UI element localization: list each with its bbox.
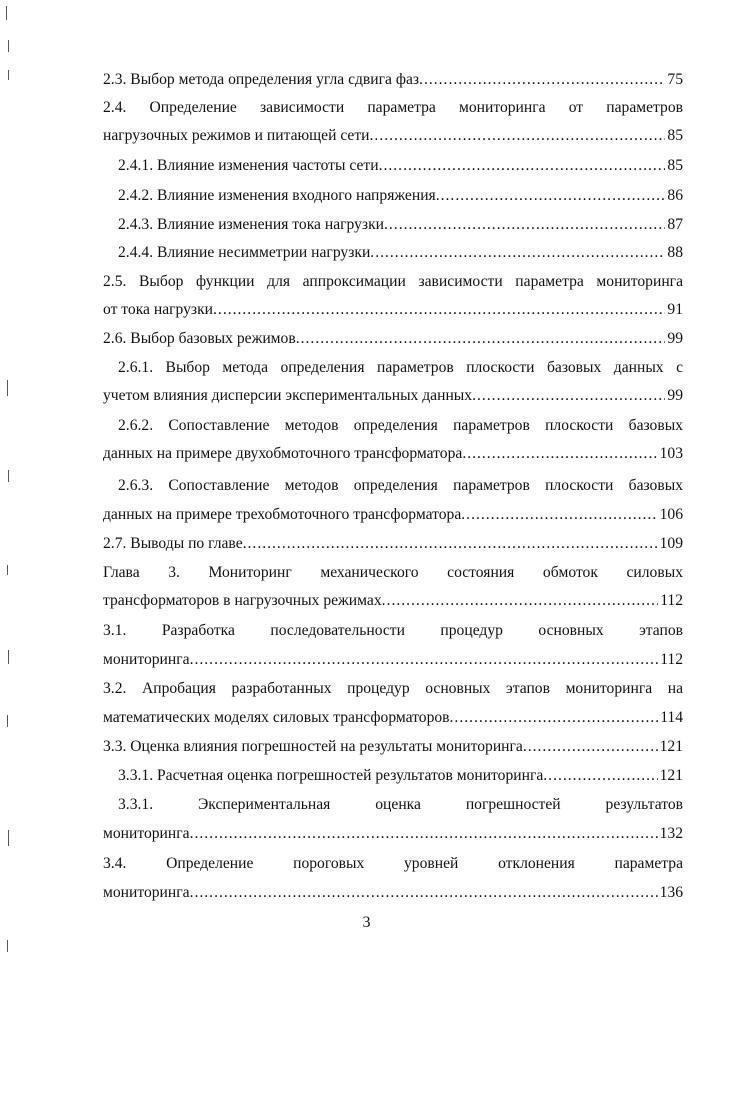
toc-entry-2-5: 2.5. Выбор функции для аппроксимации зависимости параметра мониторинга: [103, 273, 683, 290]
toc-entry-3-2: 3.2. Апробация разработанных процедур основных этапов мониторинга на: [103, 680, 683, 697]
toc-entry-3-1-cont: мониторинга ..... 112: [103, 650, 683, 670]
scan-mark: [8, 470, 9, 482]
toc-entry-2-6-2-cont: данных на примере двухобмоточного трансформатора ..... 103: [103, 444, 683, 464]
toc-entry-2-4-cont: нагрузочных режимов и питающей сети ..... 85: [103, 126, 683, 146]
scan-mark: [8, 830, 9, 846]
toc-entry-2-7: 2.7. Выводы по главе ..... 109: [103, 534, 683, 554]
page-number: 3: [362, 914, 371, 931]
scan-mark: [6, 6, 7, 20]
toc-entry-3-3-1-experimental-cont: мониторинга ..... 132: [103, 824, 683, 844]
toc-entry-2-6-3: 2.6.3. Сопоставление методов определения параметров плоскости базовых: [118, 477, 683, 494]
toc-entry-2-4-4: 2.4.4. Влияние несимметрии нагрузки ..... 88: [118, 243, 683, 263]
scan-mark: [7, 565, 8, 575]
toc-entry-2-4: 2.4. Определение зависимости параметра мониторинга от параметров: [103, 99, 683, 116]
scan-mark: [7, 715, 8, 727]
toc-entry-2-6: 2.6. Выбор базовых режимов ..... 99: [103, 329, 683, 349]
toc-entry-chapter-3: Глава 3. Мониторинг механического состояния обмоток силовых: [103, 564, 683, 581]
toc-entry-2-6-3-cont: данных на примере трехобмоточного трансформатора ..... 106: [103, 505, 683, 525]
toc-entry-2-4-1: 2.4.1. Влияние изменения частоты сети ..... 85: [118, 156, 683, 176]
toc-entry-2-6-1-cont: учетом влияния дисперсии экспериментальных данных ..... 99: [103, 386, 683, 406]
toc-entry-3-3: 3.3. Оценка влияния погрешностей на результаты мониторинга ..... 121: [103, 737, 683, 757]
scan-mark: [8, 650, 9, 664]
toc-entry-2-3: 2.3. Выбор метода определения угла сдвига фаз ..... 75: [103, 70, 683, 90]
scan-mark: [8, 70, 9, 80]
toc-entry-2-6-2: 2.6.2. Сопоставление методов определения параметров плоскости базовых: [118, 417, 683, 434]
scan-mark: [7, 380, 8, 396]
toc-entry-3-1: 3.1. Разработка последовательности процедур основных этапов: [103, 622, 683, 639]
toc-entry-3-4: 3.4. Определение пороговых уровней отклонения параметра: [103, 855, 683, 872]
scan-mark: [7, 940, 8, 952]
toc-entry-3-2-cont: математических моделях силовых трансформаторов ..... 114: [103, 708, 683, 728]
toc-entry-chapter-3-cont: трансформаторов в нагрузочных режимах ..... 112: [103, 591, 683, 611]
toc-entry-2-5-cont: от тока нагрузки ..... 91: [103, 300, 683, 320]
scan-mark: [8, 40, 9, 52]
toc-entry-2-4-2: 2.4.2. Влияние изменения входного напряжения ..... 86: [118, 186, 683, 206]
toc-entry-3-3-1-experimental: 3.3.1. Экспериментальная оценка погрешностей результатов: [118, 796, 683, 813]
toc-entry-2-4-3: 2.4.3. Влияние изменения тока нагрузки ..... 87: [118, 215, 683, 235]
toc-entry-3-3-1: 3.3.1. Расчетная оценка погрешностей результатов мониторинга ..... 121: [118, 766, 683, 786]
toc-entry-2-6-1: 2.6.1. Выбор метода определения параметров плоскости базовых данных с: [118, 359, 683, 376]
toc-entry-3-4-cont: мониторинга ..... 136: [103, 883, 683, 903]
